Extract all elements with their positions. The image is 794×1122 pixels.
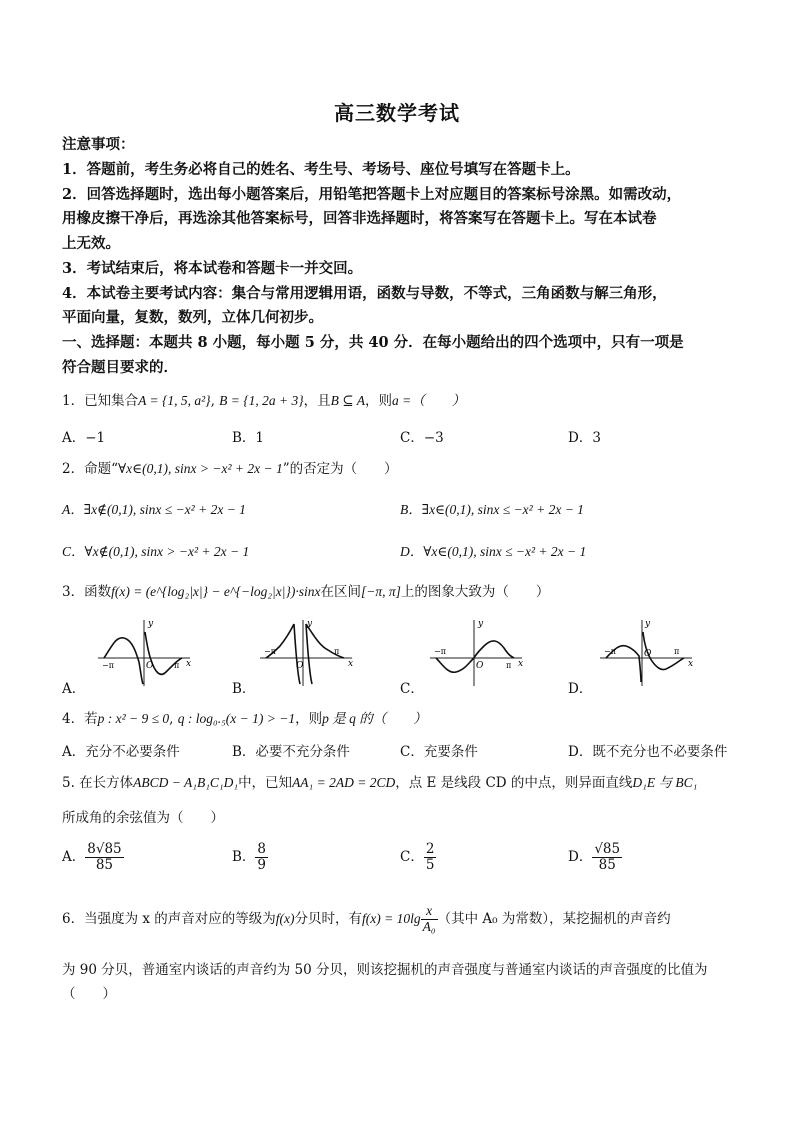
x-label: x: [186, 659, 192, 669]
pi-label: π: [334, 647, 340, 656]
q3-graph-c: [428, 616, 526, 688]
section-heading: 一、选择题：本题共 8 小题，每小题 5 分，共 40 分．在每小题给出的四个选项中，只有一项是: [62, 334, 684, 351]
notice-heading: 注意事项：: [62, 136, 135, 153]
question-6-stem-cont: 为 90 分贝，普通室内谈话的声音约为 50 分贝，则该挖掘机的声音强度与普通室内谈话的声音强度的比值为: [62, 962, 708, 978]
q2-option-b: B．∃x∈(0,1), sinx ≤ −x² + 2x − 1: [400, 502, 584, 517]
q5-option-b: B． $\frac{8}{9}$: [232, 841, 267, 873]
pi-label: π: [174, 661, 180, 670]
y-label: y: [478, 619, 484, 629]
question-5-stem: 5. 在长方体ABCD − A₁B₁C₁D₁中，已知AA₁ = 2AD = 2CD，点 E 是线段 CD 的中点，则异面直线D₁E 与 BC₁: [62, 775, 698, 791]
notice-item-4: 4．本试卷主要考试内容：集合与常用逻辑用语，函数与导数，不等式，三角函数与解三角形，: [62, 285, 667, 302]
y-label: y: [645, 619, 651, 629]
question-5-stem-cont: 所成角的余弦值为（ ）: [62, 810, 224, 826]
notice-item-2-cont: 用橡皮擦干净后，再选涂其他答案标号，回答非选择题时，将答案写在答题卡上。写在本试卷: [62, 210, 657, 227]
neg-pi-label: −π: [102, 661, 114, 670]
q5-option-c: C． $\frac{2}{5}$: [400, 841, 435, 873]
q2-option-d: D．∀x∈(0,1), sinx ≤ −x² + 2x − 1: [400, 544, 587, 559]
notice-item-2: 2．回答选择题时，选出每小题答案后，用铅笔把答题卡上对应题目的答案标号涂黑。如需改动，: [62, 186, 682, 203]
q1-option-d: D．3: [568, 430, 601, 446]
q3-graph-b: [258, 616, 356, 688]
q3-option-b: B．: [232, 681, 256, 697]
notice-item-2-end: 上无效。: [62, 235, 120, 252]
q4-option-a: A．充分不必要条件: [62, 744, 180, 760]
q3-option-a: A．: [62, 681, 86, 697]
y-label: y: [307, 619, 313, 629]
neg-pi-label: −π: [604, 647, 616, 656]
q4-option-c: C．充要条件: [400, 744, 478, 760]
origin-label: O: [476, 661, 484, 671]
x-label: x: [688, 659, 694, 669]
question-6-stem: 6．当强度为 x 的声音对应的等级为f(x)分贝时，有f(x) = 10lg $\frac{x}{\text{A₀}}$ （其中 A₀ 为常数），某挖掘机的声音约: [62, 903, 671, 934]
question-4-stem: 4．若p : x² − 9 ≤ 0, q : log₀.₅(x − 1) > −1，则p 是 q 的（ ）: [62, 711, 427, 727]
pi-label: π: [506, 661, 512, 670]
notice-item-3: 3．考试结束后，将本试卷和答题卡一并交回。: [62, 260, 363, 277]
q1-option-b: B．1: [232, 430, 265, 446]
section-heading-cont: 符合题目要求的．: [62, 359, 178, 376]
origin-label: O: [296, 661, 304, 671]
q3-graph-a: [96, 616, 194, 688]
x-label: x: [348, 659, 354, 669]
notice-item-4-cont: 平面向量，复数，数列，立体几何初步。: [62, 309, 323, 326]
question-2-stem: 2．命题“∀x∈(0,1), sinx > −x² + 2x − 1”的否定为（ ）: [62, 461, 398, 477]
origin-label: O: [146, 661, 154, 671]
q3-option-d: D．: [568, 681, 593, 697]
neg-pi-label: −π: [264, 647, 276, 656]
notice-item-1: 1．答题前，考生务必将自己的姓名、考生号、考场号、座位号填写在答题卡上。: [62, 161, 580, 178]
q3-graph-d: [598, 616, 696, 688]
q3-option-c: C．: [400, 681, 424, 697]
q1-option-c: C．−3: [400, 430, 444, 446]
origin-label: O: [644, 649, 652, 659]
q5-option-a: A． $\frac{8√85}{85}$: [62, 841, 122, 873]
q1-option-a: A．−1: [62, 430, 106, 446]
neg-pi-label: −π: [434, 647, 446, 656]
pi-label: π: [674, 647, 680, 656]
q4-option-b: B．必要不充分条件: [232, 744, 350, 760]
x-label: x: [518, 659, 524, 669]
question-1-stem: 1．已知集合A = {1, 5, a²}, B = {1, 2a + 3}，且B ⊆ A，则a =（ ）: [62, 393, 466, 409]
q2-option-a: A．∃x∉(0,1), sinx ≤ −x² + 2x − 1: [62, 502, 246, 517]
q5-option-d: D． $\frac{√85}{85}$: [568, 841, 621, 873]
q2-option-c: C．∀x∉(0,1), sinx > −x² + 2x − 1: [62, 544, 250, 559]
q4-option-d: D．既不充分也不必要条件: [568, 744, 728, 760]
y-label: y: [148, 619, 154, 629]
page-title: 高三数学考试: [334, 101, 460, 125]
question-3-stem: 3．函数f(x) = (e^{log₂|x|} − e^{−log₂|x|})·sinx在区间[−π, π]上的图象大致为（ ）: [62, 584, 550, 600]
question-6-stem-end: （ ）: [62, 986, 116, 1002]
